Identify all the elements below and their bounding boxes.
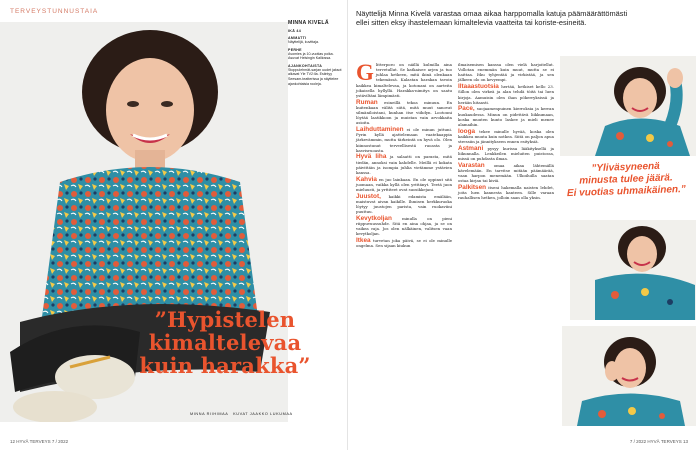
paragraph: Glitterporo on näillä kulmilla aina tervetullut. Se katkaisee arjen ja tuo juhlaa hetkeen, mitä ikinä olenkaan tekemässä. Kalastan harakan tavoin kaikkea kimaltelevaa, ja kotonani on aarteita jokaisella hyllyllä. Harakka-nimitys on saatu ystäviltäni lämpimästi.: [356, 60, 452, 98]
keyword: Ruman: [356, 98, 378, 106]
pull-quote-line: kimaltelevaa: [148, 330, 302, 355]
keyword: Kahvia: [356, 175, 377, 183]
keyword: Pace,: [458, 105, 475, 113]
job-value: Näyttelijä, kuvittaja.: [288, 40, 319, 44]
current-label: AJANKOHTAISTA: [288, 63, 323, 68]
keyword: Kevytkoljan: [356, 214, 392, 222]
intro-text: Näyttelijä Minna Kivelä varastaa omaa aikaa harppomalla katuja päämäärättömästi ellei sitten eksy ihastelemaan kimaltelevia vaatteita tai koriste-esineitä.: [356, 9, 628, 28]
hand-on-face-photo: [562, 326, 696, 426]
keyword: Astmani: [458, 144, 484, 152]
section-label: TERVEYSTUNNUSTAIA: [10, 8, 99, 15]
pull-quote-line: kuin harakka”: [139, 353, 311, 378]
paragraph: Kahvia en juo lainkaan. En ole oppinut sitä juomaan, vaikka kyllä olen yrittänyt. Teetä juon mieluusti, ja yrttiteet ovat suosikkejani.: [356, 175, 452, 192]
profile-sidebar: [288, 20, 344, 86]
paragraph: Palkitsen itseni hakemalla naisten lehdet, joita luen kannesta kanteen. Sille varaan rauhallisen hetken, jolloin saan olla yksin.: [458, 184, 554, 201]
quote-line: ”Yliväsyneenä: [591, 160, 660, 175]
leaning-photo: [570, 220, 696, 320]
paragraph: Hyvä liha ja salaatti on parasta, mitä tiedän, annoksi vain kahdelle. Meillä ei kokata päivittäin ja isompia juhlia vietämme ystävien kanssa.: [356, 153, 452, 175]
keyword: Juustot,: [356, 192, 381, 200]
keyword: Itkea: [356, 237, 371, 245]
paragraph: Kevytkoljan minulla on pieni riippuvuussuhde. Sitä en aina ohjaa, ja se on vaikea raja. Jos olen nälkäinen, valitsen vaan kevytkoljan.: [356, 214, 452, 237]
paragraph: Itkea turvetan joka päivä, se ei ole minulle ongelma. Sen sijaan kiukun: [356, 237, 452, 249]
text-credit: MINNA RIIHIMAA: [190, 412, 229, 416]
job-label: AMMATTI: [288, 36, 307, 40]
quote-line: minusta tulee jäärä.: [579, 172, 673, 187]
secondary-pull-quote: [557, 160, 694, 201]
paragraph: Ruman esineillä tekoa minuun. En kuitenkaan välitä siitä, mitä muut sanovat silmäniloistani, kunhan itse viihdyn. Lootouni löytää laatikkoon ja muistan vain arvokkaita asioita.: [356, 98, 452, 126]
keyword: Varastan: [458, 161, 485, 169]
paragraph: Juustot, kaikki edamista emälään, maistuvat aivan kaikille. Ihmisen herkkuruoka löytyy juustojen parista, vain ruokaviini puuttuu.: [356, 192, 452, 215]
text-column-2: [458, 62, 554, 202]
text-column-1: [356, 62, 452, 250]
age-label: IKÄ 44: [288, 29, 302, 33]
paragraph: Astmani pysyy kurissa lääkityksellä ja liikunnalla. Lenkkeilen mieluiten puistossa, missä on puhdasta ilmaa.: [458, 144, 554, 162]
paragraph: Pace, suojaamenpuinen kierroksia ja kerran kuukaudessa. Minun on pidettävä liikkumaan, koska muuten kunto laskee ja mieli menee alamaihin.: [458, 105, 554, 127]
quote-line: Ei vuotias uhmaikäinen.”: [566, 183, 687, 200]
profile-name: MINNA KIVELÄ: [288, 20, 329, 26]
drop-cap: G: [356, 60, 374, 85]
paragraph: Iltaaastuotsia hertää, hetkiset kello 23. Sillon olen virkeä ja alan tehdä töitä tai luen kirjoja. Aamuisin olen ihan pökerryksissä ja herään hitaasti.: [458, 83, 554, 105]
keyword: Palkitsen: [458, 184, 487, 191]
keyword: Iltaaastuotsia: [458, 83, 499, 91]
family-value: Avomies ja 10-vuotias poika. Asuvat Helsingin Kalliossa.: [288, 51, 334, 61]
credits: [190, 412, 293, 416]
paragraph: Varastan omaa aikaa lähtemällä kävelemään. En tarvitse mitään päämäärää, vaan harpon menemään. Ulkoiluilla saatan ostaa kirjan tai kiviä.: [458, 161, 554, 184]
page-folio-left: 12 HYVÄ TERVEYS 7 / 2022: [10, 439, 69, 444]
photo-credit: KUVAT JAAKKO LUKUMAA: [233, 412, 293, 416]
page-folio-right: 7 / 2022 HYVÄ TERVEYS 13: [629, 439, 688, 444]
keyword: Iooga: [458, 127, 476, 135]
keyword: Hyvä liha: [356, 153, 387, 161]
pull-quote: [130, 308, 320, 377]
right-page: [348, 0, 696, 450]
waving-photo: [560, 56, 696, 156]
current-value: Stoppulehmät-sarjan uudet jaksot alkavat Yle TV2:lla. Esiintyy Seesam-teatterissa ja näyttelee ajankohtaisia rooleja.: [288, 67, 342, 86]
age-value: 44: [296, 29, 302, 33]
paragraph: Laihduttaminen ei ole minun juttuni. Pyrin kyllä ajattelemaan vaatekaappia järkevämmin, mutta tärkeintä on hyvä olo. Olen kiinnostunut terveellisestä ruoasta ja kasvisruoasta.: [356, 126, 452, 153]
family-label: PERHE: [288, 47, 302, 52]
keyword: Laihduttaminen: [356, 126, 404, 134]
pull-quote-line: ”Hypistelen: [154, 307, 296, 332]
paragraph: Iooga tekee minulle hyvää, koska olen kaikkea muuta kuin notkea. Siitä on paljon apua stressiin ja jännitykseen ennen esityksiä.: [458, 127, 554, 144]
paragraph: ilmaisemisen kanssa olen vielä harjoitellut. Vollotan enemmän kuin muut, mutta se ei haittaa. Itku tyhjentää ja virkistää, ja sen jälkeen olo on kevyempi.: [458, 62, 554, 83]
